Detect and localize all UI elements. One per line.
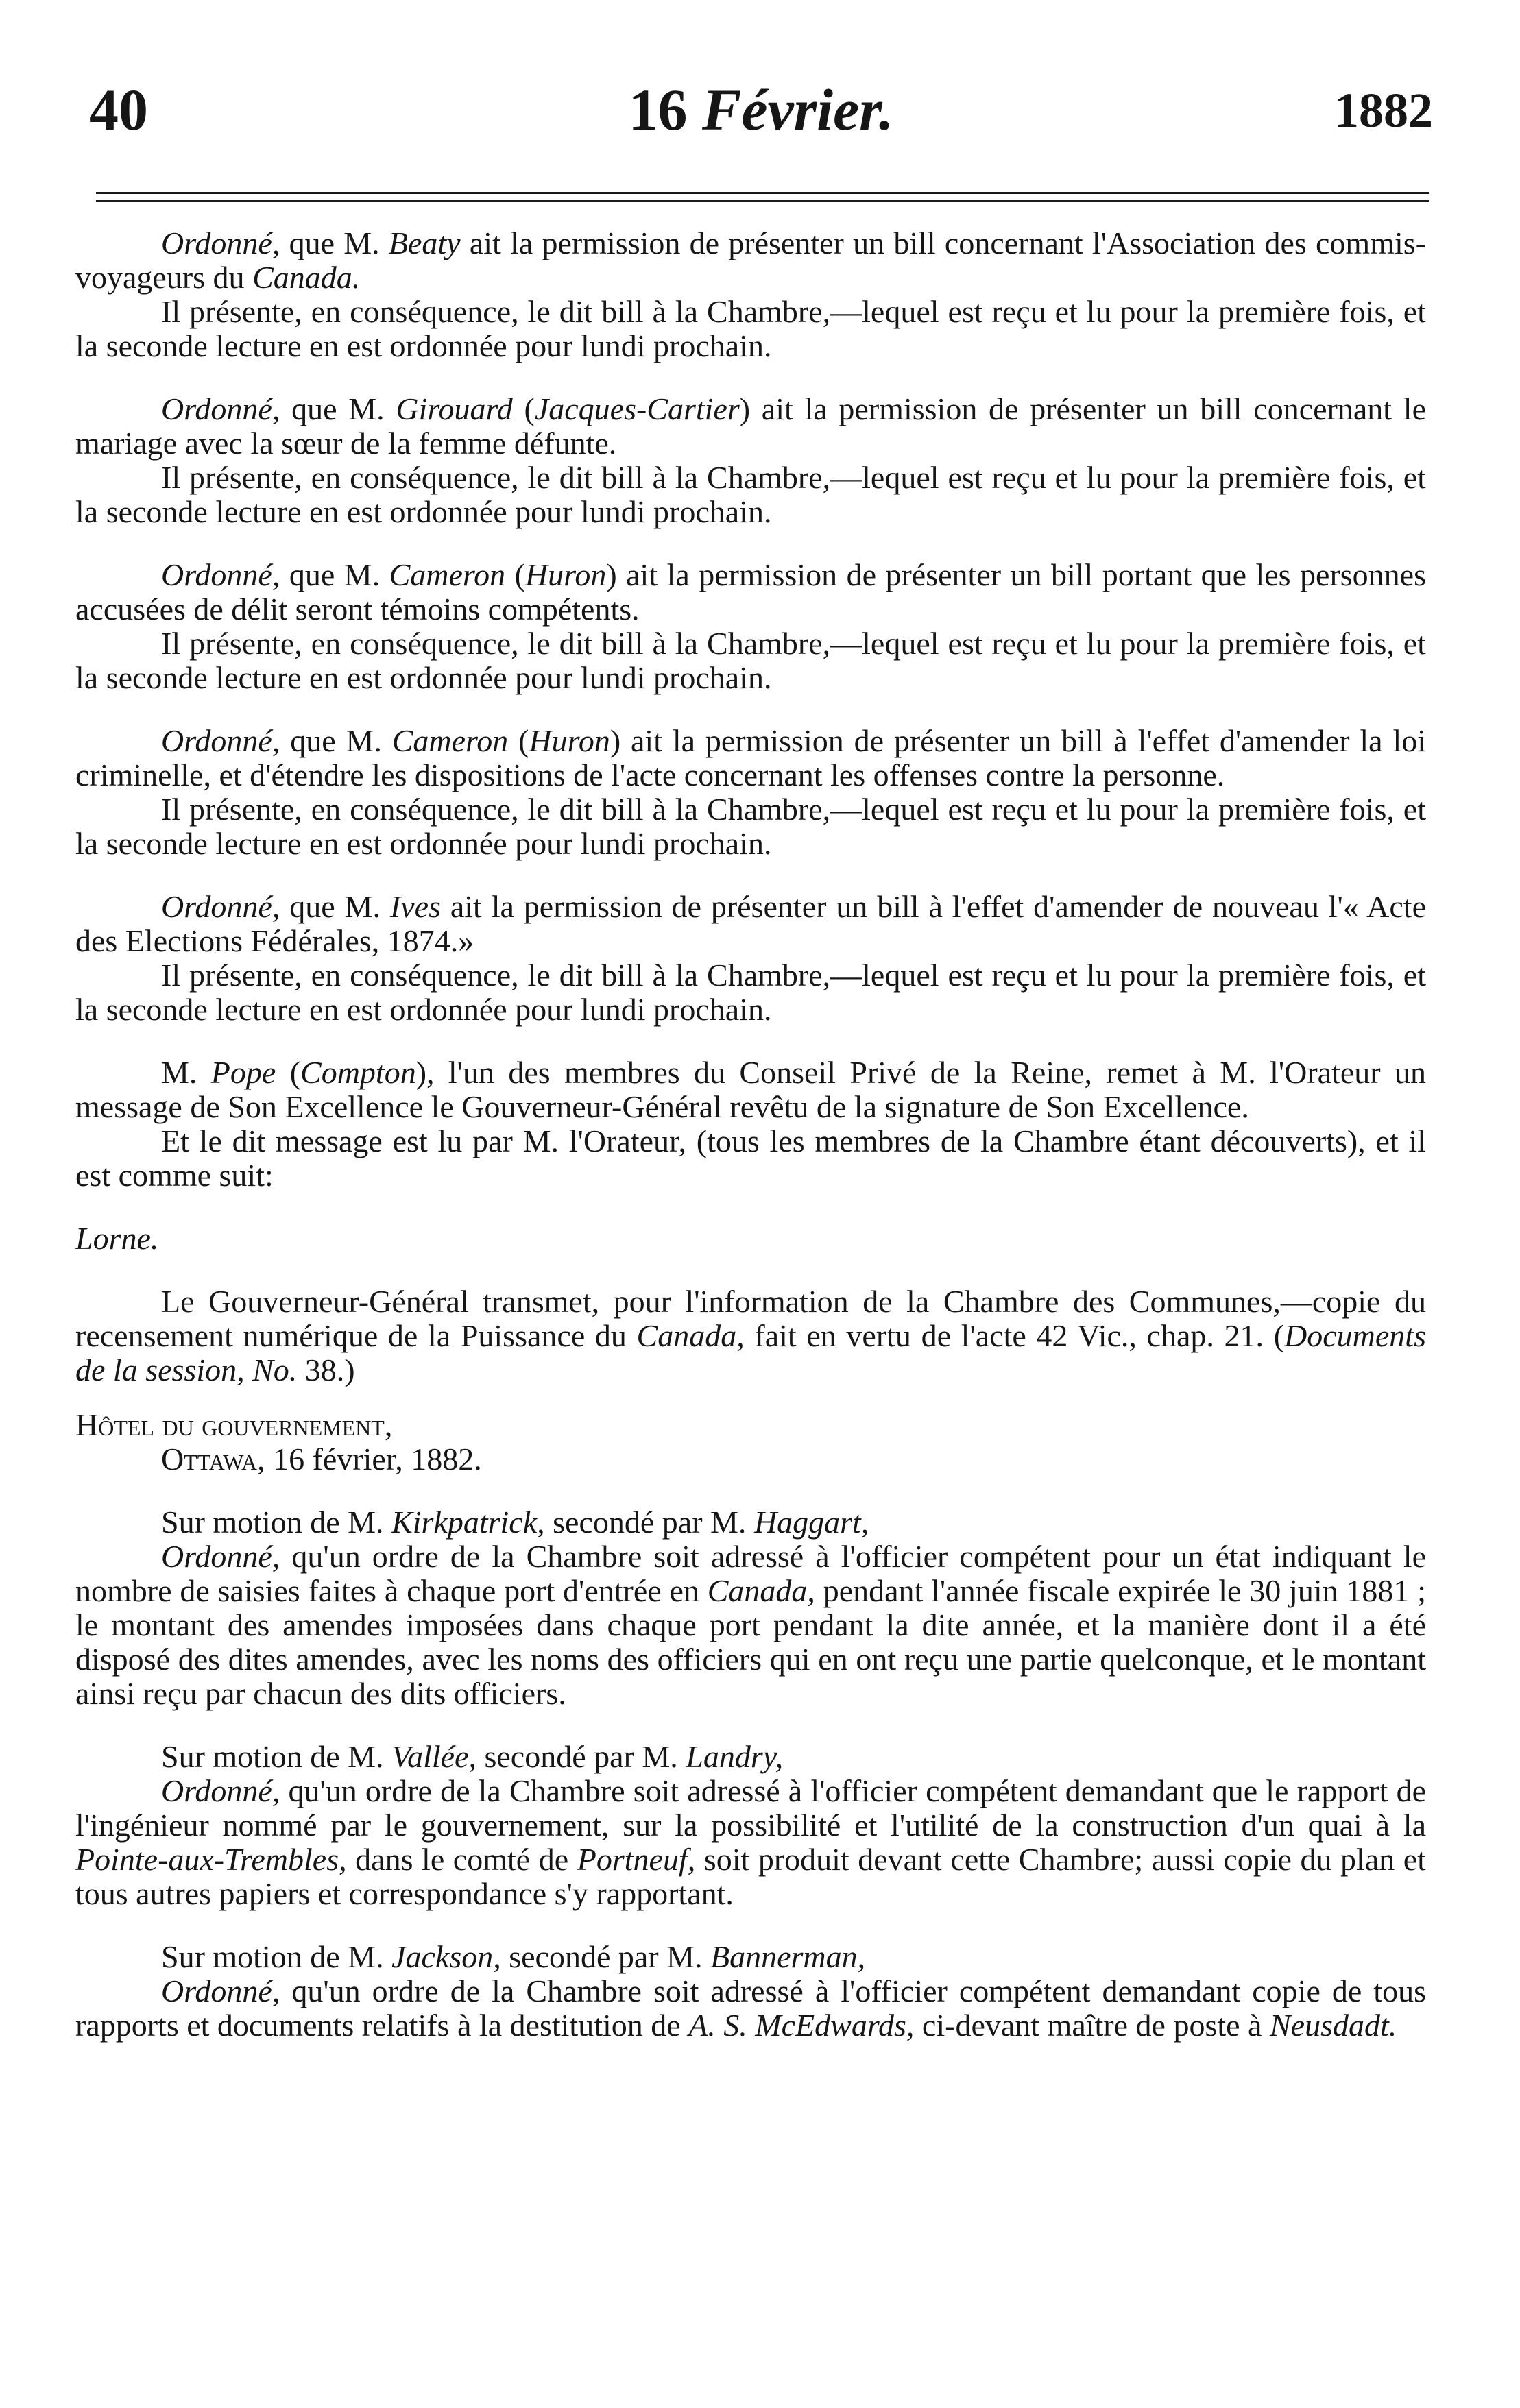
motion-kirkpatrick-order xyxy=(75,1540,1426,1711)
text-run: M. xyxy=(161,1055,211,1090)
paragraph-order-girouard xyxy=(75,392,1426,461)
page-number: 40 xyxy=(89,77,148,143)
person-name: A. S. McEdwards, xyxy=(688,2008,915,2043)
text-run: Sur motion de M. xyxy=(161,1505,392,1540)
city-name: Ottawa, xyxy=(161,1442,265,1476)
motion-kirkpatrick-header xyxy=(75,1505,1426,1540)
text-run: Le Gouverneur-Général transmet, pour l'information de la Chambre des Communes,—copie du recensement numérique de la Puissance du xyxy=(75,1284,1426,1353)
text-run: que M. xyxy=(280,557,389,592)
order-word: Ordonné, xyxy=(161,889,280,924)
order-word: Ordonné, xyxy=(161,1773,280,1808)
riding-name: Jacques-Cartier xyxy=(534,391,740,426)
member-name: Haggart, xyxy=(753,1505,869,1540)
paragraph-order-beaty xyxy=(75,226,1426,295)
order-word: Ordonné, xyxy=(161,1539,280,1574)
header-year: 1882 xyxy=(1334,83,1433,138)
text-run: ait la permission de présenter un bill concernant l'Association des commis-voyageurs du xyxy=(75,226,1426,295)
place-name: Canada, xyxy=(707,1573,815,1608)
text-run: ( xyxy=(505,557,525,592)
text-run: secondé par M. xyxy=(500,1939,711,1974)
text-run: 38.) xyxy=(297,1352,355,1387)
member-name: Pope xyxy=(210,1055,276,1090)
riding-name: Huron xyxy=(529,723,610,758)
page-header xyxy=(89,75,1433,158)
member-name: Kirkpatrick, xyxy=(391,1505,545,1540)
document-body xyxy=(75,226,1426,2043)
text-run: que M. xyxy=(280,889,390,924)
member-name: Beaty xyxy=(388,226,461,260)
text-run: fait en vertu de l'acte 42 Vic., chap. 21. ( xyxy=(744,1318,1285,1353)
member-name: Jackson, xyxy=(391,1939,501,1974)
text-run: ), l'un des membres du Conseil Privé de la Reine, remet à M. l'Orateur un message de Son Excellence le Gouverneur-Général revêtu de la signature de Son Excellence. xyxy=(75,1055,1426,1124)
ottawa-dateline xyxy=(75,1442,1426,1476)
order-word: Ordonné, xyxy=(161,391,280,426)
text-run: ( xyxy=(276,1055,301,1090)
motion-vallee-header xyxy=(75,1740,1426,1774)
text-run: ( xyxy=(508,723,529,758)
paragraph-message-pope xyxy=(75,1056,1426,1124)
riding-name: Compton xyxy=(300,1055,416,1090)
member-name: Cameron xyxy=(389,557,506,592)
order-word: Ordonné, xyxy=(161,723,280,758)
paragraph-governor-transmits xyxy=(75,1285,1426,1387)
dateline-date: 16 février, 1882. xyxy=(265,1442,482,1476)
text-run: soit produit devant cette Chambre; aussi copie du plan et tous autres papiers et correspondance s'y rapportant. xyxy=(75,1842,1427,1911)
text-run: ) ait la permission de présenter un bill à l'effet d'amender la loi criminelle, et d'étendre les dispositions de l'acte concernant les offenses contre la personne. xyxy=(75,723,1426,792)
paragraph-message-read: Et le dit message est lu par M. l'Orateur, (tous les membres de la Chambre étant découverts), et il est comme suit: xyxy=(75,1123,1426,1193)
text-run: ait la permission de présenter un bill à l'effet d'amender de nouveau l'« Acte des Elections Fédérales, 1874.» xyxy=(75,889,1426,958)
document-reference: Documents de la session, No. xyxy=(75,1318,1426,1387)
hotel-du-gouvernement: Hôtel du gouvernement, xyxy=(75,1407,393,1442)
order-word: Ordonné, xyxy=(161,1973,280,2008)
text-run: ci-devant maître de poste à xyxy=(914,2008,1270,2043)
paragraph-reading-beaty: Il présente, en conséquence, le dit bill à la Chambre,—lequel est reçu et lu pour la première fois, et la seconde lecture en est ordonnée pour lundi prochain. xyxy=(75,294,1426,363)
text-run: ( xyxy=(512,391,535,426)
motion-jackson-order xyxy=(75,1974,1426,2043)
text-run: qu'un ordre de la Chambre soit adressé à l'officier compétent demandant copie de tous rapports et documents relatifs à la destitution de xyxy=(75,1973,1426,2043)
text-run: ) ait la permission de présenter un bill portant que les personnes accusées de délit seront témoins compétents. xyxy=(75,557,1426,627)
order-word: Ordonné, xyxy=(161,226,280,260)
text-run: que M. xyxy=(280,723,392,758)
text-run: secondé par M. xyxy=(476,1739,686,1774)
place-name: Neusdadt. xyxy=(1269,2008,1397,2043)
text-run: que M. xyxy=(280,226,389,260)
text-run: qu'un ordre de la Chambre soit adressé à l'officier compétent pour un état indiquant le nombre de saisies faites à chaque port d'entrée en xyxy=(75,1539,1426,1608)
order-word: Ordonné, xyxy=(161,557,280,592)
member-name: Girouard xyxy=(396,391,513,426)
header-day: 16 xyxy=(628,77,688,143)
text-run: dans le comté de xyxy=(346,1842,577,1877)
member-name: Ives xyxy=(389,889,441,924)
header-rule-bottom xyxy=(96,200,1429,202)
header-month: Février. xyxy=(702,77,894,143)
paragraph-reading-cameron-1: Il présente, en conséquence, le dit bill à la Chambre,—lequel est reçu et lu pour la première fois, et la seconde lecture en est ordonnée pour lundi prochain. xyxy=(75,626,1426,695)
member-name: Cameron xyxy=(391,723,509,758)
member-name: Landry, xyxy=(686,1739,784,1774)
text-run: Sur motion de M. xyxy=(161,1739,392,1774)
member-name: Vallée, xyxy=(391,1739,476,1774)
text-run: pendant l'année fiscale expirée le 30 juin 1881 ; le montant des amendes imposées dans chaque port pendant la dite année, et la manière dont il a été disposé des dites amendes, avec les noms des officiers qui en ont reçu une partie quelconque, et le montant ainsi reçu par chacun des dits officiers. xyxy=(75,1573,1427,1711)
header-rule-top xyxy=(96,192,1429,194)
paragraph-order-cameron-1 xyxy=(75,558,1426,627)
header-date xyxy=(89,75,1433,144)
paragraph-order-cameron-2 xyxy=(75,724,1426,792)
paragraph-order-ives xyxy=(75,890,1426,958)
text-run: secondé par M. xyxy=(544,1505,754,1540)
signature-lorne: Lorne. xyxy=(75,1221,159,1256)
member-name: Bannerman, xyxy=(710,1939,866,1974)
text-run: que M. xyxy=(280,391,396,426)
text-run: ) ait la permission de présenter un bill concernant le mariage avec la sœur de la femme défunte. xyxy=(75,391,1426,461)
county-name: Portneuf, xyxy=(577,1842,696,1877)
text-run: qu'un ordre de la Chambre soit adressé à l'officier compétent demandant que le rapport de l'ingénieur nommé par le gouvernement, sur la possibilité et l'utilité de la construction d'un quai à la xyxy=(75,1773,1426,1843)
paragraph-reading-girouard: Il présente, en conséquence, le dit bill à la Chambre,—lequel est reçu et lu pour la première fois, et la seconde lecture en est ordonnée pour lundi prochain. xyxy=(75,460,1426,529)
paragraph-reading-cameron-2: Il présente, en conséquence, le dit bill à la Chambre,—lequel est reçu et lu pour la première fois, et la seconde lecture en est ordonnée pour lundi prochain. xyxy=(75,792,1426,861)
motion-jackson-header xyxy=(75,1940,1426,1974)
paragraph-reading-ives: Il présente, en conséquence, le dit bill à la Chambre,—lequel est reçu et lu pour la première fois, et la seconde lecture en est ordonnée pour lundi prochain. xyxy=(75,958,1426,1027)
riding-name: Huron xyxy=(524,557,607,592)
place-name: Canada, xyxy=(636,1318,745,1353)
text-run: Sur motion de M. xyxy=(161,1939,392,1974)
motion-vallee-order xyxy=(75,1774,1426,1911)
place-name: Pointe-aux-Trembles, xyxy=(75,1842,347,1877)
place-name: Canada. xyxy=(252,260,361,295)
